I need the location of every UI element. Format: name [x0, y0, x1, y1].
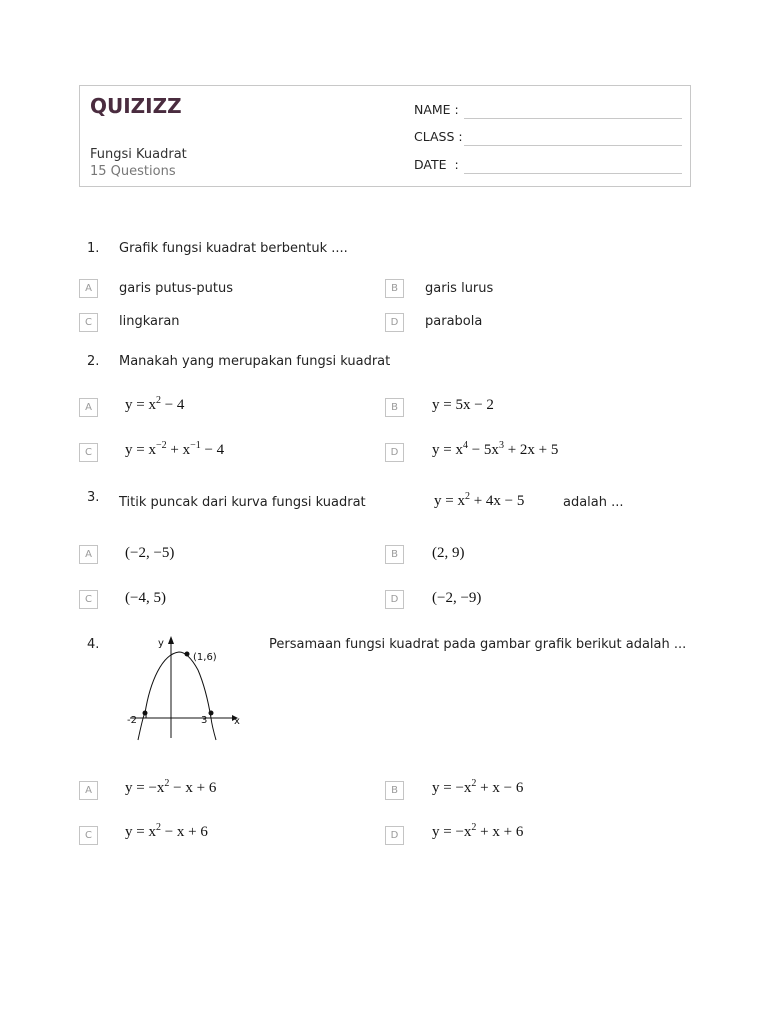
q4-option-b-box[interactable]: B	[385, 781, 404, 800]
q2-option-a-box[interactable]: A	[79, 398, 98, 417]
question-4-number: 4.	[87, 637, 100, 652]
q4-option-b-text: $y = -x^2 + x - 6$	[432, 778, 524, 796]
q3-option-a-text: (−2, −5)	[125, 545, 175, 561]
question-4-text: Persamaan fungsi kuadrat pada gambar grafik berikut adalah ...	[269, 637, 687, 652]
graph-left-root-label: -2	[127, 715, 137, 726]
parabola-curve	[138, 652, 216, 740]
q4-option-a-box[interactable]: A	[79, 781, 98, 800]
q1-option-c-text: lingkaran	[119, 314, 180, 329]
class-label: CLASS :	[414, 129, 463, 144]
q2-option-b-text: y = 5x − 2	[432, 397, 494, 413]
worksheet-header	[79, 85, 691, 187]
q2-option-b-box[interactable]: B	[385, 398, 404, 417]
q1-option-d-box[interactable]: D	[385, 313, 404, 332]
question-3-formula: $y = x^2 + 4x - 5$	[434, 491, 525, 509]
q4-option-c-box[interactable]: C	[79, 826, 98, 845]
q2-option-d-box[interactable]: D	[385, 443, 404, 462]
q4-option-c-text: $y = x^2 - x + 6$	[125, 822, 208, 840]
q4-option-a-text: $y = -x^2 - x + 6$	[125, 778, 217, 796]
q1-option-a-box[interactable]: A	[79, 279, 98, 298]
name-field[interactable]	[464, 118, 682, 119]
q2-option-d-text: $y = x^4 - 5x^3 + 2x + 5$	[432, 440, 559, 458]
q1-option-d-text: parabola	[425, 314, 483, 329]
question-2-text: Manakah yang merupakan fungsi kuadrat	[119, 354, 391, 369]
q3-option-c-box[interactable]: C	[79, 590, 98, 609]
parabola-graph	[124, 632, 252, 744]
question-3-number: 3.	[87, 490, 100, 505]
question-2-number: 2.	[87, 354, 100, 369]
root-right-point	[209, 711, 214, 716]
date-field[interactable]	[464, 173, 682, 174]
quiz-title: Fungsi Kuadrat	[90, 147, 187, 162]
q3-option-b-box[interactable]: B	[385, 545, 404, 564]
date-label: DATE :	[414, 157, 459, 172]
q3-option-a-box[interactable]: A	[79, 545, 98, 564]
q1-option-b-text: garis lurus	[425, 281, 494, 296]
q3-option-d-box[interactable]: D	[385, 590, 404, 609]
q4-option-d-text: $y = -x^2 + x + 6$	[432, 822, 524, 840]
graph-x-label: x	[234, 716, 240, 727]
logo-text: QUIZIZZ	[90, 94, 182, 118]
q1-option-b-box[interactable]: B	[385, 279, 404, 298]
graph-point-label: (1,6)	[193, 652, 217, 663]
question-1-number: 1.	[87, 241, 100, 256]
q3-option-b-text: (2, 9)	[432, 545, 465, 561]
question-count: 15 Questions	[90, 164, 176, 179]
q2-option-a-text: $y = x^2 - 4$	[125, 395, 185, 413]
graph-y-label: y	[158, 638, 164, 649]
q4-option-d-box[interactable]: D	[385, 826, 404, 845]
class-field[interactable]	[464, 145, 682, 146]
quizizz-logo	[90, 94, 182, 118]
q2-option-c-box[interactable]: C	[79, 443, 98, 462]
graph-right-root-label: 3	[201, 715, 208, 726]
question-3-suffix: adalah ...	[563, 495, 624, 510]
q3-option-c-text: (−4, 5)	[125, 590, 166, 606]
question-1-text: Grafik fungsi kuadrat berbentuk ....	[119, 241, 348, 256]
q1-option-c-box[interactable]: C	[79, 313, 98, 332]
vertex-point	[185, 652, 190, 657]
question-3-text: Titik puncak dari kurva fungsi kuadrat	[119, 495, 366, 510]
q2-option-c-text: $y = x^{-2} + x^{-1} - 4$	[125, 440, 225, 458]
q3-option-d-text: (−2, −9)	[432, 590, 482, 606]
q1-option-a-text: garis putus-putus	[119, 281, 233, 296]
root-left-point	[143, 711, 148, 716]
name-label: NAME :	[414, 102, 459, 117]
graph-y-arrow	[168, 636, 174, 644]
